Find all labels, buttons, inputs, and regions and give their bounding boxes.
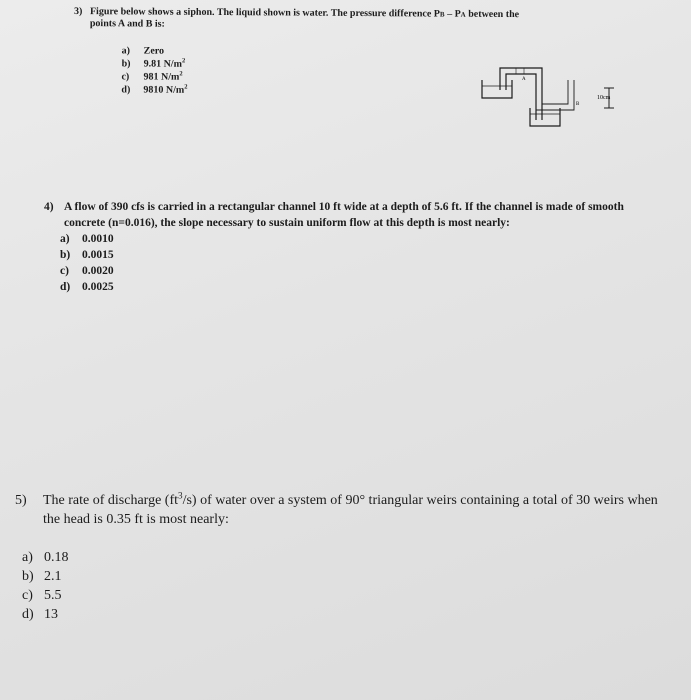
option-letter: d): [121, 84, 131, 96]
option-letter: a): [22, 550, 33, 565]
option-c[interactable]: [22, 586, 675, 605]
option-letter: b): [121, 58, 131, 70]
question-number: 4): [44, 201, 54, 213]
question-stem: [90, 6, 634, 34]
option-letter: a): [60, 233, 70, 245]
option-text: 0.0015: [82, 249, 114, 261]
option-text: 0.18: [44, 550, 69, 565]
option-text: 13: [44, 607, 58, 622]
stem-text: Figure below shows a siphon. The liquid shown is water. The pressure difference P: [89, 6, 440, 20]
answer-options: [60, 231, 644, 295]
option-text: Zero: [143, 45, 165, 57]
option-text: 5.5: [44, 588, 62, 603]
subscript-b: B: [439, 10, 445, 19]
option-letter: b): [22, 569, 34, 584]
option-d[interactable]: [22, 605, 675, 624]
right-tank: [530, 108, 560, 126]
superscript: 2: [184, 83, 188, 91]
option-text: 2.1: [44, 569, 62, 584]
question-number: 5): [15, 493, 27, 508]
subscript-a: A: [460, 10, 466, 19]
stem-text: – P: [444, 8, 461, 20]
option-letter: a): [121, 45, 131, 57]
superscript: 3: [178, 490, 183, 501]
stem-text: /s) of water over a system of 90° triangular weirs containing a total of 30 weirs when the head is 0.35 ft is most nearly:: [43, 493, 658, 527]
option-text: 9.81 N/m: [143, 58, 182, 70]
question-5: [15, 491, 675, 624]
answer-options: [22, 548, 675, 624]
option-letter: c): [60, 265, 69, 277]
option-d[interactable]: [60, 279, 644, 295]
stem-text: The rate of discharge (ft: [43, 493, 179, 508]
question-stem: A flow of 390 cfs is carried in a rectangular channel 10 ft wide at a depth of 5.6 ft. If the channel is made of smooth concrete (n=0.016), the slope necessary to sustain uniform flow at this depth is most nearly:: [64, 201, 624, 229]
superscript: 2: [179, 70, 183, 78]
option-c[interactable]: [60, 263, 644, 279]
option-text: 0.0025: [82, 281, 114, 293]
question-number: 3): [73, 6, 83, 18]
option-letter: c): [121, 71, 130, 83]
option-letter: d): [22, 607, 34, 622]
question-stem: [43, 491, 673, 529]
superscript: 2: [181, 57, 186, 65]
option-letter: d): [60, 281, 71, 293]
option-a[interactable]: [60, 231, 644, 247]
question-4: [44, 199, 644, 295]
option-text: 9810 N/m: [143, 84, 185, 96]
dimension-label: 10cm: [597, 95, 611, 101]
label-a: A: [522, 77, 526, 82]
tube-marks: [516, 68, 524, 74]
option-b[interactable]: [22, 567, 675, 586]
stem-text: points A and B is:: [89, 18, 165, 30]
option-a[interactable]: [22, 548, 675, 567]
siphon-tube: [500, 68, 542, 120]
option-text: 0.0020: [82, 265, 114, 277]
label-b: B: [576, 102, 580, 107]
option-text: 981 N/m: [143, 71, 180, 83]
siphon-figure: [480, 60, 630, 132]
option-text: 0.0010: [82, 233, 114, 245]
option-letter: b): [60, 249, 71, 261]
option-letter: c): [22, 588, 33, 603]
stem-text: between the: [465, 8, 520, 21]
left-tank: [482, 80, 512, 98]
option-b[interactable]: [60, 247, 644, 263]
